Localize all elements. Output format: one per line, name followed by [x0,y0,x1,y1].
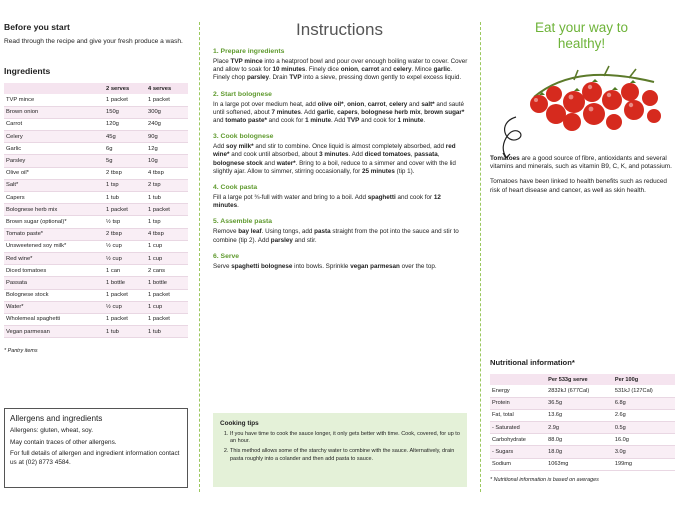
table-cell: Water* [4,301,104,313]
nutrition-row [490,397,675,409]
instruction-step [213,133,468,176]
tomato-facts-paragraph: Tomatoes are a good source of fibre, antioxidants and several vitamins and minerals, such as vitamin B9, C, K, and potassium. [490,155,672,171]
table-header-cell: 2 serves [104,83,146,94]
table-cell: Passata [4,277,104,289]
table-cell: 1 packet [146,313,188,325]
table-cell: 199mg [613,458,675,470]
ingredient-row [4,143,188,155]
table-cell: 120g [104,118,146,130]
table-cell: 10g [146,155,188,167]
cooking-tips-list [230,431,460,463]
table-cell: 1 cup [146,252,188,264]
table-cell: Salt* [4,179,104,191]
nutrition-row [490,434,675,446]
nutrition-row [490,446,675,458]
table-cell: Brown sugar (optional)* [4,216,104,228]
table-cell: 2 tbsp [104,228,146,240]
middle-column [203,0,476,509]
ingredient-row [4,179,188,191]
table-header-cell: Per 100g [613,374,675,385]
table-cell: Fat, total [490,409,546,421]
table-cell: 1 tub [146,192,188,204]
ingredient-row [4,228,188,240]
table-cell: 88.0g [546,434,613,446]
step-heading: 4. Cook pasta [213,184,258,192]
eat-healthy-text: Eat your way to healthy! [534,20,629,51]
table-header-cell [4,83,104,94]
left-column [0,0,195,509]
tomato-benefits-paragraph: Tomatoes have been linked to health benefits such as reduced risk of heart disease and cancer, as well as skin health. [490,178,667,194]
table-cell: 90g [146,131,188,143]
table-cell: 36.5g [546,397,613,409]
table-cell: 18.0g [546,446,613,458]
step-text: Place TVP mince into a heatproof bowl and pour over enough boiling water to cover. Cover and allow to soak for 10 minutes. Finely dice onion, carrot and celery. Mince garlic. Finely chop parsley. Drain TVP into a sieve, pressing down gently to expel excess liquid. [213,58,468,82]
step-heading: 5. Assemble pasta [213,218,273,226]
nutrition-note: * Nutritional information is based on averages [490,477,599,483]
before-you-start-heading: Before you start [4,22,70,32]
table-cell: ½ tsp [104,216,146,228]
table-cell: 1063mg [546,458,613,470]
eat-healthy-heading [484,20,679,52]
ingredient-row [4,240,188,252]
ingredient-row [4,265,188,277]
table-cell: Vegan parmesan [4,326,104,338]
table-cell: 1 tub [104,326,146,338]
table-cell: 45g [104,131,146,143]
table-cell: 150g [104,106,146,118]
table-cell: Bolognese herb mix [4,204,104,216]
ingredients-heading: Ingredients [4,66,51,76]
table-cell: Capers [4,192,104,204]
cooking-tip: 2. This method allows some of the starchy water to combine with the sauce. Alternatively, drain pasta roughly into a colander and then add pasta to sauce. [230,448,460,462]
table-cell: Energy [490,385,546,397]
cooking-tips-heading: Cooking tips [220,420,259,427]
table-cell: 2.6g [613,409,675,421]
table-cell: 4 tbsp [146,167,188,179]
table-cell: 1 packet [146,94,188,106]
table-cell: Garlic [4,143,104,155]
table-cell: 1 packet [104,94,146,106]
instruction-step [213,253,468,271]
table-cell: Sodium [490,458,546,470]
table-cell: 1 cup [146,240,188,252]
table-cell: 1 bottle [146,277,188,289]
instruction-step [213,91,468,126]
swirl-arrow-icon [486,115,531,160]
step-text: Remove bay leaf. Using tongs, add pasta straight from the pot into the sauce and stir to combine (tip 2). Add parsley and stir. [213,228,459,244]
cooking-tip: 1. If you have time to cook the sauce longer, it only gets better with time. Cook, covered, for up to an hour. [230,431,460,445]
instruction-step [213,48,468,83]
step-text: Add soy milk* and stir to combine. Once liquid is almost completely absorbed, add red wine* and cook until absorbed, about 3 minutes. Add diced tomatoes, passata, bolognese stock and water*. Bring to a boil, reduce to a simmer and cover with the lid slightly ajar. Allow to simmer, stirring occasionally, for 25 minutes (tip 1). [213,143,456,175]
instruction-step [213,218,468,244]
cooking-tips-box [213,413,467,487]
table-cell: Carrot [4,118,104,130]
nutrition-row [490,385,675,397]
table-cell: Olive oil* [4,167,104,179]
table-cell: 5g [104,155,146,167]
ingredient-row [4,192,188,204]
table-cell: 1 tub [104,192,146,204]
table-cell: 2 tbsp [104,167,146,179]
instructions-title: Instructions [296,20,383,39]
table-cell: 3.0g [613,446,675,458]
table-cell: 1 tub [146,326,188,338]
ingredient-row [4,252,188,264]
table-cell: 1 packet [104,289,146,301]
pantry-note: * Pantry items [4,348,38,354]
ingredient-row [4,301,188,313]
table-cell: 2 tsp [146,179,188,191]
ingredient-row [4,155,188,167]
ingredient-row [4,277,188,289]
ingredient-row [4,216,188,228]
table-cell: Carbohydrate [490,434,546,446]
table-cell: ½ cup [104,301,146,313]
table-cell: Red wine* [4,252,104,264]
nutrition-heading: Nutritional information* [490,358,575,367]
table-header-cell [490,374,546,385]
ingredient-row [4,326,188,338]
table-cell: 6g [104,143,146,155]
step-text: Fill a large pot ¾-full with water and bring to a boil. Add spaghetti and cook for 12 minutes. [213,194,441,210]
table-cell: 300g [146,106,188,118]
allergens-box [4,408,188,488]
table-cell: 1 packet [104,204,146,216]
ingredient-row [4,289,188,301]
table-cell: Diced tomatoes [4,265,104,277]
tomato-facts [490,155,675,202]
table-cell: 0.5g [613,422,675,434]
ingredient-row [4,313,188,325]
table-cell: Bolognese stock [4,289,104,301]
table-cell: TVP mince [4,94,104,106]
ingredients-table [4,83,188,338]
table-cell: 16.0g [613,434,675,446]
tomatoes-image [514,62,664,142]
table-cell: ½ cup [104,252,146,264]
instruction-step [213,184,468,210]
ingredient-row [4,131,188,143]
table-cell: 12g [146,143,188,155]
table-cell: 13.6g [546,409,613,421]
table-cell: Protein [490,397,546,409]
table-cell: 1 packet [146,289,188,301]
step-heading: 6. Serve [213,252,240,260]
right-column [484,0,679,509]
table-cell: ½ cup [104,240,146,252]
table-cell: Celery [4,131,104,143]
before-you-start-text: Read through the recipe and give your fresh produce a wash. [4,38,183,45]
ingredient-row [4,204,188,216]
nutrition-table [490,374,675,471]
table-cell: 1 tsp [146,216,188,228]
ingredient-row [4,118,188,130]
table-cell: 1 packet [104,313,146,325]
table-cell: 240g [146,118,188,130]
instruction-steps [213,48,468,279]
table-cell: 2832kJ (677Cal) [546,385,613,397]
allergens-heading: Allergens and ingredients [10,414,103,423]
ingredient-row [4,94,188,106]
table-cell: 1 can [104,265,146,277]
table-cell: 2 cans [146,265,188,277]
nutrition-row [490,422,675,434]
nutrition-row [490,458,675,470]
table-cell: 531kJ (127Cal) [613,385,675,397]
divider-left [199,22,200,492]
table-cell: 2.9g [546,422,613,434]
step-heading: 3. Cook bolognese [213,133,274,141]
table-cell: Unsweetened soy milk* [4,240,104,252]
table-cell: - Sugars [490,446,546,458]
table-cell: 1 tsp [104,179,146,191]
table-cell: 4 tbsp [146,228,188,240]
step-text: In a large pot over medium heat, add olive oil*, onion, carrot, celery and salt* and sauté until softened, about 7 minutes. Add garlic, capers, bolognese herb mix, brown sugar* and tomato paste* and cook for 1 minute. Add TVP and cook for 1 minute. [213,100,465,125]
table-cell: Wholemeal spaghetti [4,313,104,325]
table-cell: 1 bottle [104,277,146,289]
allergens-traces-line: May contain traces of other allergens. [10,438,117,446]
ingredient-row [4,167,188,179]
step-heading: 1. Prepare ingredients [213,48,285,55]
table-cell: Tomato paste* [4,228,104,240]
table-cell: 1 packet [146,204,188,216]
step-text: Serve spaghetti bolognese into bowls. Sprinkle vegan parmesan over the top. [213,262,437,270]
table-cell: 6.8g [613,397,675,409]
ingredient-row [4,106,188,118]
allergens-contact-line: For full details of allergen and ingredient information contact us at (02) 8773 4584. [10,450,180,466]
table-cell: 1 cup [146,301,188,313]
allergens-line: Allergens: gluten, wheat, soy. [10,427,94,434]
table-header-cell: 4 serves [146,83,188,94]
table-cell: Brown onion [4,106,104,118]
table-header-cell: Per 533g serve [546,374,613,385]
step-heading: 2. Start bolognese [213,90,272,98]
nutrition-row [490,409,675,421]
table-cell: - Saturated [490,422,546,434]
divider-right [480,22,481,492]
table-cell: Parsley [4,155,104,167]
